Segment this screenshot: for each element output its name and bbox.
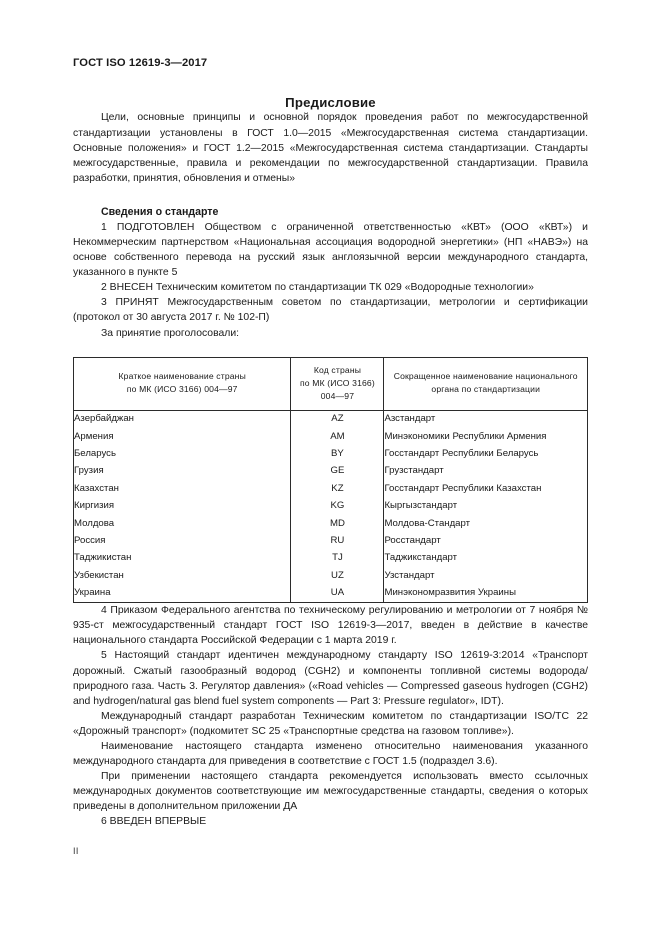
table-row <box>74 550 588 567</box>
cell-national-body: Минэкономики Республики Армения <box>384 430 547 442</box>
column-header-country-code <box>291 357 384 410</box>
cell-country-code: UZ <box>291 567 384 584</box>
cell-national-body: Азстандарт <box>384 413 436 425</box>
cell-country-code: AZ <box>291 410 384 428</box>
vote-table-body <box>74 410 588 602</box>
page-content <box>73 0 588 830</box>
cell-country-code: MD <box>291 515 384 532</box>
vote-table-lead-in: За принятие проголосовали: <box>101 327 240 339</box>
cell-country-name: Киргизия <box>74 498 291 515</box>
table-row <box>74 445 588 462</box>
table-row <box>74 585 588 603</box>
table-row <box>74 533 588 550</box>
cell-country-name: Казахстан <box>74 480 291 497</box>
cell-country-code: TJ <box>291 550 384 567</box>
cell-country-name: Таджикистан <box>74 550 291 567</box>
document-header-standard-number: ГОСТ ISO 12619-3—2017 <box>73 57 208 69</box>
standard-info-item-3: 3 ПРИНЯТ Межгосударственным советом по стандартизации, метрологии и сертификации (протокол от 30 августа 2017 г. № 102-П) <box>73 297 588 324</box>
cell-country-name: Армения <box>74 428 291 445</box>
standard-info-item-4: 4 Приказом Федерального агентства по техническому регулированию и метрологии от 7 ноября № 935-ст межгосударственный стандарт ГОСТ ISO 12619-3—2017, введен в действие в качестве национального стандарта Российской Федерации с 1 марта 2019 г. <box>73 605 588 647</box>
table-row <box>74 567 588 584</box>
column-header-national-body-line2: органа по стандартизации <box>431 384 541 395</box>
cell-national-body: Госстандарт Республики Казахстан <box>384 482 542 494</box>
cell-country-name: Узбекистан <box>74 567 291 584</box>
vote-table <box>73 357 588 603</box>
cell-country-code: GE <box>291 463 384 480</box>
cell-country-code: UA <box>291 585 384 603</box>
column-header-country-code-line2: по МК (ИСО 3166) 004—97 <box>299 377 375 401</box>
table-row <box>74 463 588 480</box>
cell-national-body: Минэкономразвития Украины <box>384 587 516 599</box>
cell-country-name: Россия <box>74 533 291 550</box>
vote-table-head <box>74 357 588 410</box>
cell-national-body: Таджикстандарт <box>384 552 458 564</box>
cell-country-name: Азербайджан <box>74 410 291 428</box>
table-row <box>74 480 588 497</box>
cell-country-code: RU <box>291 533 384 550</box>
column-header-country-name <box>74 357 291 410</box>
cell-national-body: Молдова-Стандарт <box>384 517 471 529</box>
standard-info-item-5c: Наименование настоящего стандарта изменено относительно наименования указанного международного стандарта для приведения в соответствие с ГОСТ 1.5 (подраздел 3.6). <box>73 740 588 768</box>
cell-country-code: KZ <box>291 480 384 497</box>
vote-table-header-row <box>74 357 588 410</box>
column-header-country-name-line2: по МК (ИСО 3166) 004—97 <box>126 384 238 395</box>
standard-info-item-1: 1 ПОДГОТОВЛЕН Обществом с ограниченной ответственностью «КВТ» (ООО «КВТ») и Некоммерческим партнерством «Национальная ассоциация водородной энергетики» (НП «НАВЭ») на основе собственного перевода на русский язык англоязычной версии международного стандарта, указанного в пункте 5 <box>73 221 588 279</box>
cell-country-code: KG <box>291 498 384 515</box>
cell-country-code: BY <box>291 445 384 462</box>
cell-national-body: Госстандарт Республики Беларусь <box>384 447 539 459</box>
table-row <box>74 515 588 532</box>
section-heading-standard-info: Сведения о стандарте <box>101 205 219 218</box>
intro-paragraph: Цели, основные принципы и основной порядок проведения работ по межгосударственной стандартизации установлены в ГОСТ 1.0—2015 «Межгосударственная система стандартизации. Основные положения» и ГОСТ 1.2—2015 «Межгосударственная система стандартизации. Стандарты межгосударственные, правила и рекомендации по межгосударственной стандартизации. Правила разработки, принятия, обновления и отмены» <box>73 112 588 184</box>
page-number: II <box>73 846 79 856</box>
standard-info-item-6: 6 ВВЕДЕН ВПЕРВЫЕ <box>101 816 207 828</box>
cell-country-code: AM <box>291 428 384 445</box>
column-header-national-body-line1: Сокращенное наименование национального <box>393 371 578 382</box>
vote-table-container <box>73 357 588 603</box>
table-row <box>74 428 588 445</box>
cell-national-body: Грузстандарт <box>384 465 444 477</box>
cell-national-body: Кыргызстандарт <box>384 500 458 512</box>
column-header-country-code-line1: Код страны <box>313 364 362 375</box>
table-row <box>74 498 588 515</box>
cell-national-body: Росстандарт <box>384 535 441 546</box>
standard-info-item-5a: 5 Настоящий стандарт идентичен международному стандарту ISO 12619-3:2014 «Транспорт дорожный. Сжатый газообразный водород (CGH2) и компоненты топливной системы водорода/природного газа. Часть 3. Регулятор давления» («Road vehicles — Compressed gaseous hydrogen (CGH2) and hydrogen/natural gas blend fuel system components — Part 3: Pressure regulator», IDT). <box>73 650 588 707</box>
cell-country-name: Беларусь <box>74 445 291 462</box>
column-header-national-body <box>384 357 588 410</box>
page-title: Предисловие <box>285 95 376 111</box>
standard-info-item-2: 2 ВНЕСЕН Техническим комитетом по стандартизации ТК 029 «Водородные технологии» <box>101 282 534 294</box>
table-row <box>74 410 588 428</box>
column-header-country-name-line1: Краткое наименование страны <box>118 371 246 382</box>
cell-national-body: Узстандарт <box>384 569 435 581</box>
cell-country-name: Украина <box>74 585 291 603</box>
cell-country-name: Грузия <box>74 463 291 480</box>
cell-country-name: Молдова <box>74 515 291 532</box>
standard-info-item-5d: При применении настоящего стандарта рекомендуется использовать вместо ссылочных международных документов соответствующие им межгосударственные стандарты, сведения о которых приведены в дополнительном приложении ДА <box>73 771 588 813</box>
standard-info-item-5b: Международный стандарт разработан Техническим комитетом по стандартизации ISO/TC 22 «Дорожный транспорт» (подкомитет SC 25 «Транспортные средства на газовом топливе»). <box>73 710 588 737</box>
